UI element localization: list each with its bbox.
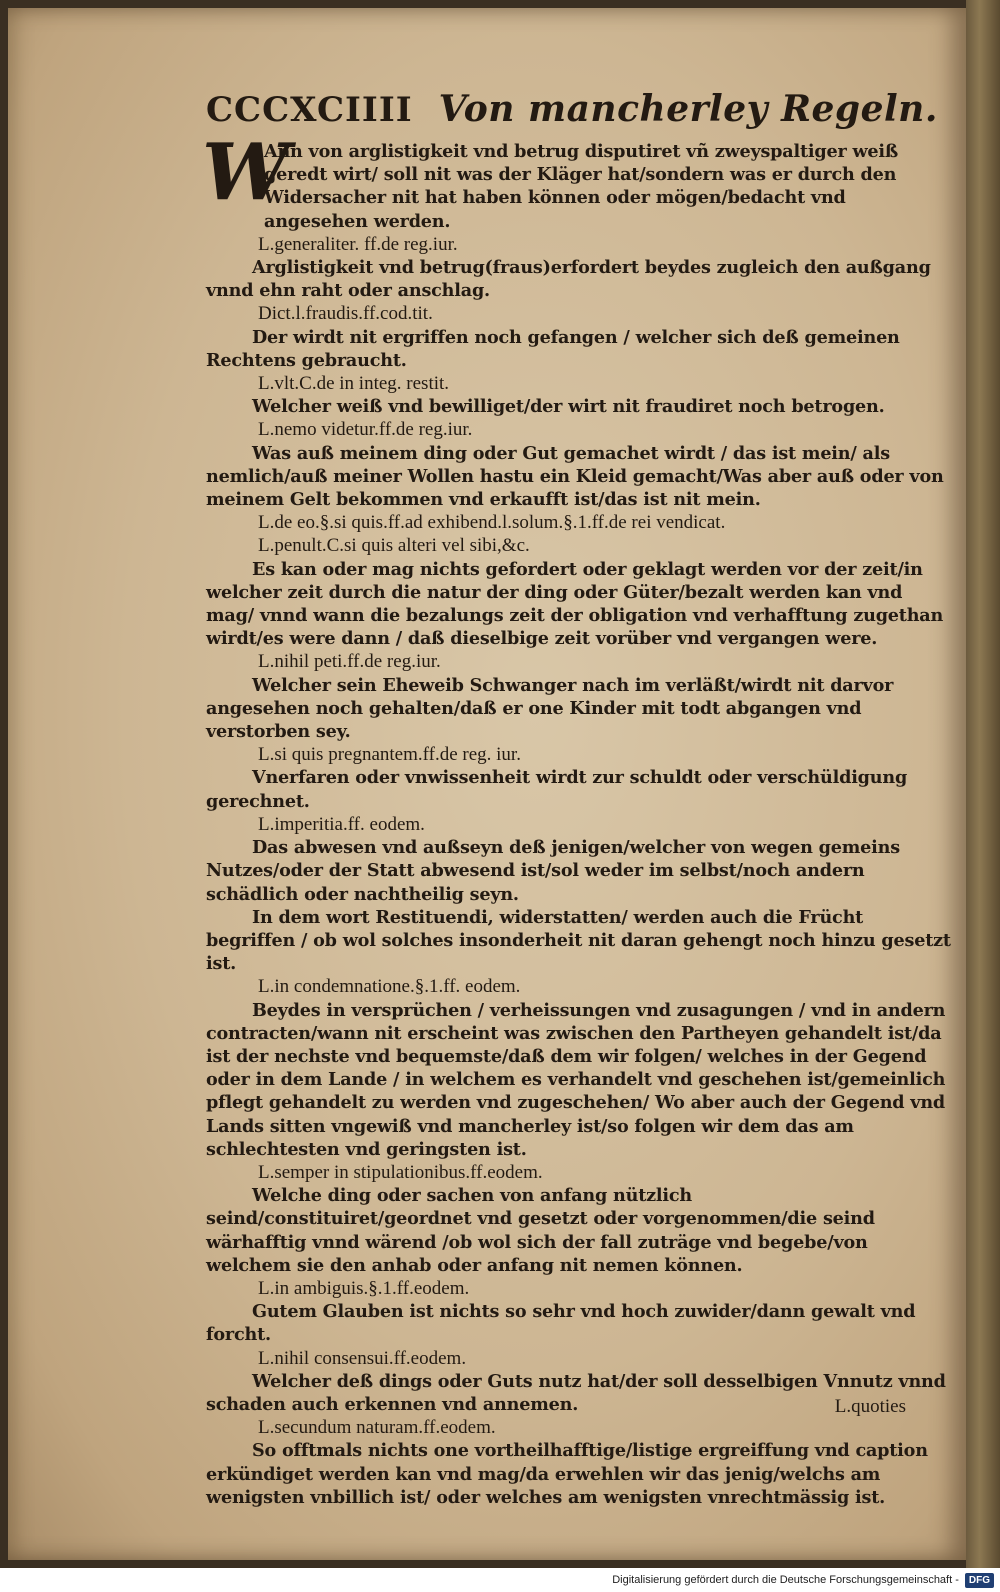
- rule-paragraph: [206, 766, 951, 812]
- dfg-logo: DFG: [965, 1573, 994, 1588]
- paragraph-text: Das abwesen vnd außseyn deß jenigen/welcher von wegen gemeins Nutzes/oder der Statt abwesend ist/sol weder im selbst/noch andern schädlich oder nachtheilig seyn.: [206, 837, 900, 905]
- paragraph-text: Welcher sein Eheweib Schwanger nach im verläßt/wirdt nit darvor angesehen noch gehalten/daß er one Kinder mit todt abgangen vnd verstorben sey.: [206, 674, 894, 743]
- rule-paragraph: [206, 906, 951, 976]
- running-title: Von mancherley Regeln.: [438, 88, 938, 130]
- paragraph-text: Es kan oder mag nichts gefordert oder geklagt werden vor der zeit/in welcher zeit durch die natur der ding oder Güter/bezalt werden kan vnd mag/ vnnd wann die bezalungs zeit der obligation vnd verhafftung zugethan wirdt/es were dann / daß dieselbige zeit vorüber vnd vergangen were.: [206, 558, 944, 650]
- citation: L.nemo videtur.ff.de reg.iur.: [258, 419, 473, 441]
- paragraph-text: Welcher weiß vnd bewilliget/der wirt nit fraudiret noch betrogen.: [252, 396, 885, 418]
- rule-paragraph: [206, 1300, 951, 1346]
- rule-paragraph: [206, 674, 951, 744]
- paragraph-text: Der wirdt nit ergriffen noch gefangen / welcher sich deß gemeinen Rechtens gebraucht.: [206, 326, 900, 371]
- citation: L.in ambiguis.§.1.ff.eodem.: [258, 1277, 470, 1299]
- decorated-initial: W: [202, 127, 290, 218]
- book-binding-edge: [966, 0, 1000, 1568]
- rule-paragraph: [206, 395, 951, 418]
- rule-paragraph: [206, 1184, 951, 1277]
- paragraph-text: Welche ding oder sachen von anfang nützlich seind/constituiret/geordnet vnd gesetzt oder vorgenommen/die seind wärhafftig vnnd wärend /ob wol sich der fall zuträge vnd begebe/von welchem sie den anhab oder anfang nit nemen können.: [206, 1185, 875, 1276]
- citation: L.semper in stipulationibus.ff.eodem.: [258, 1161, 543, 1183]
- paragraph-text: Vnerfaren oder vnwissenheit wirdt zur schuldt oder verschüldigung gerechnet.: [206, 767, 908, 812]
- citation: L.imperitia.ff. eodem.: [258, 813, 425, 835]
- book-page: [8, 8, 966, 1560]
- digitization-footer: [0, 1568, 1000, 1592]
- paragraph-text: Arglistigkeit vnd betrug(fraus)erfordert beydes zugleich den außgang vnnd ehn raht oder anschlag.: [206, 257, 931, 302]
- rule-paragraph: [202, 127, 951, 233]
- paragraph-text: Welcher deß dings oder Guts nutz hat/der soll desselbigen Vnnutz vnnd schaden auch erkennen vnd annemen.: [206, 1370, 946, 1415]
- citation: L.penult.C.si quis alteri vel sibi,&c.: [258, 535, 530, 557]
- rule-paragraph: [206, 442, 951, 512]
- paragraph-text: In dem wort Restituendi, widerstatten/ werden auch die Frücht begriffen / ob wol solches insonderheit nit daran gehengt noch hinzu gesetzt ist.: [206, 906, 951, 975]
- citation: L.nihil consensui.ff.eodem.: [258, 1347, 467, 1369]
- rule-paragraph: [206, 999, 951, 1161]
- paragraph-text: Gutem Glauben ist nichts so sehr vnd hoch zuwider/dann gewalt vnd forcht.: [206, 1301, 916, 1346]
- folio-number: CCCXCIIII: [206, 90, 413, 130]
- page-header: [206, 88, 951, 140]
- citation: L.de eo.§.si quis.ff.ad exhibend.l.solum.§.1.ff.de rei vendicat.: [258, 512, 726, 534]
- body-text: [202, 127, 951, 1509]
- citation: L.nihil peti.ff.de reg.iur.: [258, 651, 441, 673]
- paragraph-text: Beydes in versprüchen / verheissungen vnd zusagungen / vnd in andern contracten/wann nit erscheint was zwischen den Partheyen gehandelt ist/da ist der nechste vnd bequemste/daß dem wir folgen/ welches in der Gegend oder in dem Lande / in welchem es verhandelt vnd geschehen ist/gemeinlich pflegt gehandelt zu werden vnd zugeschehen/ Wo aber auch der Gegend vnd Lands sitten vngewiß vnd mancherley ist/so folgen wir dem das am schlechtesten vnd geringsten ist.: [206, 999, 946, 1160]
- citation: L.vlt.C.de in integ. restit.: [258, 373, 450, 395]
- citation: L.in condemnatione.§.1.ff. eodem.: [258, 976, 521, 998]
- catchword: L.quoties: [834, 1396, 906, 1417]
- rule-paragraph: [206, 256, 951, 302]
- rule-paragraph: [206, 836, 951, 906]
- paragraph-text: So offtmals nichts one vortheilhafftige/listige ergreiffung vnd caption erkündiget werden kan vnd mag/da erwehlen wir das jenig/welchs am wenigsten vnbillich ist/ oder welches am wenigsten vnrechtmässig ist.: [206, 1440, 928, 1508]
- paragraph-text: Ann von arglistigkeit vnd betrug disputiret vñ zweyspaltiger weiß geredt wirt/ soll nit was der Kläger hat/sondern was er durch den Widersacher nit hat haben können oder mögen/bedacht vnd angesehen werden.: [264, 141, 899, 232]
- rule-paragraph: [206, 558, 951, 651]
- rule-paragraph: [206, 1439, 951, 1509]
- footer-credit: Digitalisierung gefördert durch die Deutsche Forschungsgemeinschaft -: [612, 1574, 959, 1586]
- paragraph-text: Was auß meinem ding oder Gut gemachet wirdt / das ist mein/ als nemlich/auß meiner Wollen hastu ein Kleid gemacht/Was aber auß oder von meinem Gelt bekommen vnd erkaufft ist/das ist nit mein.: [206, 442, 944, 511]
- citation: L.generaliter. ff.de reg.iur.: [258, 233, 458, 255]
- text-block: [202, 88, 951, 1509]
- rule-paragraph: [206, 326, 951, 372]
- citation: L.si quis pregnantem.ff.de reg. iur.: [258, 744, 521, 766]
- citation: Dict.l.fraudis.ff.cod.tit.: [258, 303, 433, 325]
- citation: L.secundum naturam.ff.eodem.: [258, 1417, 496, 1439]
